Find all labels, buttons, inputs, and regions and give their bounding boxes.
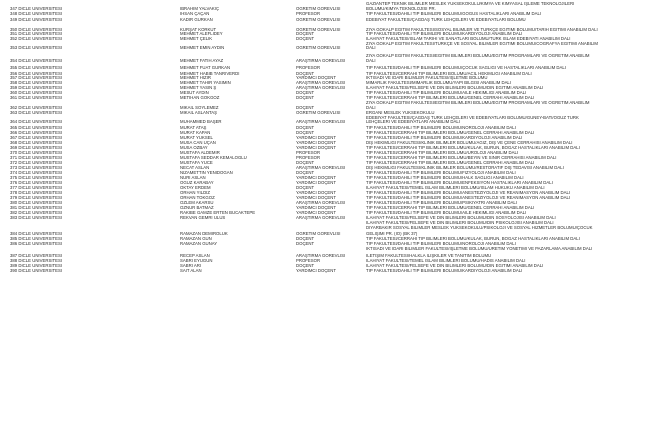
name-cell: MEHMET ÇELİK bbox=[180, 37, 213, 41]
university-cell: 375 DİCLE ÜNİVERSİTESİ bbox=[10, 176, 63, 180]
title-cell: YARDIMCI DOÇENT bbox=[296, 269, 337, 273]
name-cell: MEHMET EMİN AYDIN bbox=[180, 46, 225, 50]
name-cell: MEHMET ALEFLİDEY bbox=[180, 32, 223, 36]
university-cell: 368 DİCLE ÜNİVERSİTESİ bbox=[10, 141, 63, 145]
name-cell: MUSA ÖZBAY bbox=[180, 146, 208, 150]
title-cell: DOÇENT bbox=[296, 171, 315, 175]
name-cell: RAMAZAN GÜNAY bbox=[180, 242, 218, 246]
title-cell: YARDIMCI DOÇENT bbox=[296, 211, 337, 215]
name-cell: NURİ ASLAN bbox=[180, 176, 206, 180]
unit-cell: TIP FAKÜLTESİ/CERRAHİ TIP BİLİMLERİ BÖLÜMÜ/ACİL HEKİMLİĞİ ANABİLİM DALI bbox=[366, 72, 532, 76]
unit-cell: TIP FAKÜLTESİ/CERRAHİ TIP BİLİMLERİ BÖLÜMÜ/KULAK, BURUN, BOĞAZ HASTALIKLARI ANABİLİM DALI bbox=[366, 146, 580, 150]
title-cell: ÖĞRETİM GÖREVLİSİ bbox=[296, 232, 341, 236]
name-cell: MUSA CAN UÇAN bbox=[180, 141, 216, 145]
name-cell: RECEP ASLAN bbox=[180, 254, 210, 258]
unit-cell: MİMARLIK FAKÜLTESİ/MİMARLIK BÖLÜMÜ/YAPI BİLGİSİ ANABİLİM DALI bbox=[366, 81, 512, 85]
unit-cell: DİŞ HEKİMLİĞİ FAKÜLTESİ/KLİNİK BİLİMLER BÖLÜMÜ/RESTORATİF DİŞ TEDAVİSİ ANABİLİM DALI bbox=[366, 166, 564, 170]
university-cell: 359 DİCLE ÜNİVERSİTESİ bbox=[10, 86, 63, 90]
title-cell: ÖĞRETİM GÖREVLİSİ bbox=[296, 7, 341, 11]
title-cell: ÖĞRETİM GÖREVLİSİ bbox=[296, 28, 341, 32]
university-cell: 383 DİCLE ÜNİVERSİTESİ bbox=[10, 216, 63, 220]
title-cell: YARDIMCI DOÇENT bbox=[296, 141, 337, 145]
unit-cell: TIP FAKÜLTESİ/CERRAHİ TIP BİLİMLERİ BÖLÜMÜ/KULAK, BURUN, BOĞAZ HASTALIKLARI ANABİLİM DALI bbox=[366, 237, 580, 241]
university-cell: 355 DİCLE ÜNİVERSİTESİ bbox=[10, 66, 63, 70]
university-cell: 379 DİCLE ÜNİVERSİTESİ bbox=[10, 196, 63, 200]
university-cell: 386 DİCLE ÜNİVERSİTESİ bbox=[10, 242, 63, 246]
university-cell: 376 DİCLE ÜNİVERSİTESİ bbox=[10, 181, 63, 185]
university-cell: 374 DİCLE ÜNİVERSİTESİ bbox=[10, 171, 63, 175]
university-cell: 384 DİCLE ÜNİVERSİTESİ bbox=[10, 232, 63, 236]
university-cell: 380 DİCLE ÜNİVERSİTESİ bbox=[10, 201, 63, 205]
title-cell: ARAŞTIRMA GÖREVLİSİ bbox=[296, 120, 346, 124]
name-cell: SABRİ ARI bbox=[180, 264, 202, 268]
unit-cell: TIP FAKÜLTESİ/DAHİLİ TIP BİLİMLERİ BÖLÜMÜ/ANESTEZİYOLOJİ VE REANİMASYON ANABİLİM DALI bbox=[366, 196, 571, 200]
university-cell: 381 DİCLE ÜNİVERSİTESİ bbox=[10, 206, 63, 210]
university-cell: 387 DİCLE ÜNİVERSİTESİ bbox=[10, 254, 63, 258]
name-cell: MİKAİL SÖYLEMEZ bbox=[180, 106, 219, 110]
name-cell: OĞUZ KARABAY bbox=[180, 181, 214, 185]
unit-cell: ZİYA GÖKALP EĞİTİM FAKÜLTESİ/EĞİTİM BİLİMLERİ BÖLÜMÜ/EĞİTİM PROGRAMLARI VE ÖĞRETİM ANABİLİM bbox=[366, 54, 590, 58]
title-cell: DOÇENT bbox=[296, 72, 315, 76]
name-cell: MİKAİL ASLANTAŞ bbox=[180, 111, 218, 115]
unit-cell: İLAHİYAT FAKÜLTESİ/FELSEFE VE DİN BİLİMLERİ BÖLÜMÜ/DİN EĞİTİMİ ANABİLİM DALI bbox=[366, 264, 544, 268]
name-cell: KADİR GÜRKAN bbox=[180, 18, 213, 22]
university-cell: 360 DİCLE ÜNİVERSİTESİ bbox=[10, 91, 63, 95]
name-cell: MURAT KAPAN bbox=[180, 131, 211, 135]
title-cell: DOÇENT bbox=[296, 37, 315, 41]
title-cell: DOÇENT bbox=[296, 131, 315, 135]
title-cell: PROFESÖR bbox=[296, 12, 321, 16]
unit-cell: TIP FAKÜLTESİ/DAHİLİ TIP BİLİMLERİ BÖLÜMÜ/KARDİYOLOJİ ANABİLİM DALI bbox=[366, 269, 523, 273]
university-cell: 382 DİCLE ÜNİVERSİTESİ bbox=[10, 211, 63, 215]
university-cell: 377 DİCLE ÜNİVERSİTESİ bbox=[10, 186, 63, 190]
name-cell: RAMAZAN DEMİROLUK bbox=[180, 232, 228, 236]
name-cell: MURAT YÜKSEL bbox=[180, 136, 213, 140]
title-cell: YARDIMCI DOÇENT bbox=[296, 146, 337, 150]
university-cell: 389 DİCLE ÜNİVERSİTESİ bbox=[10, 264, 63, 268]
university-cell: 350 DİCLE ÜNİVERSİTESİ bbox=[10, 28, 63, 32]
title-cell: DOÇENT bbox=[296, 32, 315, 36]
unit-cell: TIP FAKÜLTESİ/DAHİLİ TIP BİLİMLERİ BÖLÜMÜ/KARDİYOLOJİ ANABİLİM DALI bbox=[366, 136, 523, 140]
unit-cell: TIP FAKÜLTESİ/CERRAHİ TIP BİLİMLERİ BÖLÜMÜ/GENEL CERRAHİ ANABİLİM DALI bbox=[366, 131, 535, 135]
unit-cell: TIP FAKÜLTESİ/DAHİLİ TIP BİLİMLERİ BÖLÜMÜ/KARDİYOLOJİ ANABİLİM DALI bbox=[366, 32, 523, 36]
university-cell: 347 DİCLE ÜNİVERSİTESİ bbox=[10, 7, 63, 11]
university-cell: 364 DİCLE ÜNİVERSİTESİ bbox=[10, 120, 63, 124]
unit-cell: İLAHİYAT FAKÜLTESİ/TEMEL İSLAM BİLİMLERİ BÖLÜMÜ/İSLAM HUKUKU ANABİLİM DALI bbox=[366, 186, 545, 190]
name-cell: RAMAZAN GÜN bbox=[180, 237, 212, 241]
name-cell: ÖZNUR BATMAZ bbox=[180, 206, 214, 210]
title-cell: ARAŞTIRMA GÖREVLİSİ bbox=[296, 201, 346, 205]
name-cell: İHSAN ÇAÇAN bbox=[180, 12, 210, 16]
title-cell: YARDIMCI DOÇENT bbox=[296, 206, 337, 210]
title-cell: ARAŞTIRMA GÖREVLİSİ bbox=[296, 166, 346, 170]
unit-cell: İLAHİYAT FAKÜLTESİ/TEMEL İSLAM BİLİMLERİ BÖLÜMÜ/HADİS ANABİLİM DALI bbox=[366, 259, 526, 263]
title-cell: PROFESÖR bbox=[296, 151, 321, 155]
unit-cell: TIP FAKÜLTESİ/DAHİLİ TIP BİLİMLERİ BÖLÜMÜ/HALK SAĞLIĞI ANABİLİM DALI bbox=[366, 176, 524, 180]
university-cell: 388 DİCLE ÜNİVERSİTESİ bbox=[10, 259, 63, 263]
title-cell: YARDIMCI DOÇENT bbox=[296, 76, 337, 80]
university-cell: 356 DİCLE ÜNİVERSİTESİ bbox=[10, 72, 63, 76]
university-cell: 372 DİCLE ÜNİVERSİTESİ bbox=[10, 161, 63, 165]
name-cell: ÖZLEM AKARSU bbox=[180, 201, 214, 205]
name-cell: NECAT ASLAN bbox=[180, 166, 210, 170]
name-cell: İBRAHİM YALVAKIÇ bbox=[180, 7, 220, 11]
unit-cell: TIP FAKÜLTESİ/CERRAHİ TIP BİLİMLERİ BÖLÜMÜ/ÜROLOJİ ANABİLİM DALI bbox=[366, 151, 519, 155]
title-cell: ARAŞTIRMA GÖREVLİSİ bbox=[296, 216, 346, 220]
unit-cell: İLAHİYAT FAKÜLTESİ/FELSEFE VE DİN BİLİMLERİ BÖLÜMÜ/DİN SOSYOLOJİSİ ANABİLİM DALI bbox=[366, 216, 556, 220]
name-cell: RAKİBE GAMZE ERTEN BUCAKTEPE bbox=[180, 211, 256, 215]
title-cell: DOÇENT bbox=[296, 237, 315, 241]
unit-cell: TIP FAKÜLTESİ/CERRAHİ TIP BİLİMLERİ BÖLÜMÜ/GENEL CERRAHİ ANABİLİM DALI bbox=[366, 96, 535, 100]
unit-cell: DİŞ HEKİMLİĞİ FAKÜLTESİ/KLİNİK BİLİMLER BÖLÜMÜ/AĞIZ, DİŞ VE ÇENE CERRAHİSİ ANABİLİM DALI bbox=[366, 141, 573, 145]
name-cell: MEHMET FUAT GÜRKAN bbox=[180, 66, 231, 70]
university-cell: 351 DİCLE ÜNİVERSİTESİ bbox=[10, 32, 63, 36]
unit-cell: DALI bbox=[366, 59, 376, 63]
unit-cell: İLAHİYAT FAKÜLTESİ/FELSEFE VE DİN BİLİMLERİ BÖLÜMÜ/DİN EĞİTİMİ ANABİLİM DALI bbox=[366, 86, 544, 90]
university-cell: 370 DİCLE ÜNİVERSİTESİ bbox=[10, 151, 63, 155]
unit-cell: TIP FAKÜLTESİ/CERRAHİ TIP BİLİMLERİ BÖLÜMÜ/GENEL CERRAHİ ANABİLİM DALI bbox=[366, 206, 535, 210]
title-cell: DOÇENT bbox=[296, 186, 315, 190]
name-cell: ORHAN TOKGÖZ bbox=[180, 196, 215, 200]
title-cell: YARDIMCI DOÇENT bbox=[296, 136, 337, 140]
university-cell: 363 DİCLE ÜNİVERSİTESİ bbox=[10, 111, 63, 115]
unit-cell: TIP FAKÜLTESİ/DAHİLİ TIP BİLİMLERİ BÖLÜMÜ/PSİKİYATRİ ANABİLİM DALI bbox=[366, 201, 517, 205]
title-cell: DOÇENT bbox=[296, 91, 315, 95]
university-cell: 371 DİCLE ÜNİVERSİTESİ bbox=[10, 156, 63, 160]
unit-cell: İKTİSADİ VE İDARİ BİLİMLER FAKÜLTESİ/İŞLETME BÖLÜMÜ/ÜRETİM YÖNETİMİ VE PAZARLAMA ANABİLİM DALI bbox=[366, 247, 593, 251]
university-cell: 373 DİCLE ÜNİVERSİTESİ bbox=[10, 166, 63, 170]
university-cell: 353 DİCLE ÜNİVERSİTESİ bbox=[10, 46, 63, 50]
university-cell: 362 DİCLE ÜNİVERSİTESİ bbox=[10, 106, 63, 110]
title-cell: PROFESÖR bbox=[296, 156, 321, 160]
university-cell: 352 DİCLE ÜNİVERSİTESİ bbox=[10, 37, 63, 41]
title-cell: DOÇENT bbox=[296, 264, 315, 268]
university-cell: 357 DİCLE ÜNİVERSİTESİ bbox=[10, 76, 63, 80]
unit-cell: İLETİŞİM FAKÜLTESİ/HALKLA İLİŞKİLER VE TANITIM BÖLÜMÜ bbox=[366, 254, 492, 258]
name-cell: SAİT ALAN bbox=[180, 269, 202, 273]
unit-cell: TIP FAKÜLTESİ/DAHİLİ TIP BİLİMLERİ BÖLÜMÜ/GÖĞÜS HASTALIKLARI ANABİLİM DALI bbox=[366, 12, 542, 16]
university-cell: 366 DİCLE ÜNİVERSİTESİ bbox=[10, 131, 63, 135]
university-cell: 361 DİCLE ÜNİVERSİTESİ bbox=[10, 96, 63, 100]
university-cell: 348 DİCLE ÜNİVERSİTESİ bbox=[10, 12, 63, 16]
title-cell: ÖĞRETİM GÖREVLİSİ bbox=[296, 46, 341, 50]
university-cell: 385 DİCLE ÜNİVERSİTESİ bbox=[10, 237, 63, 241]
name-cell: METİHAN GÖKGÖZ bbox=[180, 96, 220, 100]
unit-cell: ZİYA GÖKALP EĞİTİM FAKÜLTESİ/EĞİTİM BİLİMLERİ BÖLÜMÜ/EĞİTİM PROGRAMLARI VE ÖĞRETİM ANABİLİM bbox=[366, 101, 590, 105]
title-cell: DOÇENT bbox=[296, 242, 315, 246]
title-cell: DOÇENT bbox=[296, 106, 315, 110]
title-cell: YARDIMCI DOÇENT bbox=[296, 196, 337, 200]
unit-cell: ERGANİ MESLEK YÜKSEKOKULU bbox=[366, 111, 435, 115]
name-cell: KÜRŞAT KORKUT bbox=[180, 28, 217, 32]
university-cell: 367 DİCLE ÜNİVERSİTESİ bbox=[10, 136, 63, 140]
title-cell: ARAŞTIRMA GÖREVLİSİ bbox=[296, 86, 346, 90]
unit-cell: TIP FAKÜLTESİ/CERRAHİ TIP BİLİMLERİ BÖLÜMÜ/BEYİN VE SİNİR CERRAHİSİ ANABİLİM DALI bbox=[366, 156, 557, 160]
name-cell: MURAT ATAŞ bbox=[180, 126, 207, 130]
name-cell: MUSTAFA YÜCE bbox=[180, 161, 213, 165]
name-cell: MUHAMMED BAŞER bbox=[180, 120, 222, 124]
unit-cell: ZİYA GÖKALP EĞİTİM FAKÜLTESİ/TÜRKÇE VE SOSYAL BİLİMLER EĞİTİMİ BÖLÜMÜ/COĞRAFYA EĞİTİMİ ANABİLİM bbox=[366, 42, 599, 46]
unit-cell: TIP FAKÜLTESİ/DAHİLİ TIP BİLİMLERİ BÖLÜMÜ/FİZYOLOJİ ANABİLİM DALI bbox=[366, 171, 516, 175]
unit-cell: TIP FAKÜLTESİ/DAHİLİ TIP BİLİMLERİ BÖLÜMÜ/ANESTEZİYOLOJİ VE REANİMASYON ANABİLİM DALI bbox=[366, 191, 571, 195]
unit-cell: TIP FAKÜLTESİ/DAHİLİ TIP BİLİMLERİ BÖLÜMÜ/ÇOCUK SAĞLIĞI VE HASTALIKLARI ANABİLİM DALI bbox=[366, 66, 566, 70]
unit-cell: İLAHİYAT FAKÜLTESİ/FELSEFE VE DİN BİLİMLERİ BÖLÜMÜ/DİN PSİKOLOJİSİ ANABİLİM DALI bbox=[366, 221, 554, 225]
unit-cell: BÖLÜMÜ/KİMYA TEKNOLOJİSİ PR. bbox=[366, 7, 436, 11]
unit-cell: TIP FAKÜLTESİ/DAHİLİ TIP BİLİMLERİ BÖLÜMÜ/NÖROLOJİ ANABİLİM DALI bbox=[366, 242, 516, 246]
unit-cell: İLAHİYAT FAKÜLTESİ/İSLAM TARİHİ VE SANATLARI BÖLÜMÜ/TÜRK İSLAM EDEBİYATI ANABİLİM DALI bbox=[366, 37, 571, 41]
title-cell: PROFESÖR bbox=[296, 66, 321, 70]
name-cell: OKTAY ERDEM bbox=[180, 186, 211, 190]
unit-cell: LEHÇELERİ VE EDEBİYATLARI ANABİLİM DALI bbox=[366, 120, 460, 124]
unit-cell: TIP FAKÜLTESİ/DAHİLİ TIP BİLİMLERİ BÖLÜMÜ/AİLE HEKİMLİĞİ ANABİLİM DALI bbox=[366, 91, 527, 95]
university-cell: 365 DİCLE ÜNİVERSİTESİ bbox=[10, 126, 63, 130]
unit-cell: TIP FAKÜLTESİ/DAHİLİ TIP BİLİMLERİ BÖLÜMÜ/ENFEKSİYON HASTALIKLARI ANABİLİM DALI bbox=[366, 181, 553, 185]
title-cell: DOÇENT bbox=[296, 161, 315, 165]
unit-cell: İKTİSADİ VE İDARİ BİLİMLER FAKÜLTESİ/İŞLETME BÖLÜMÜ bbox=[366, 76, 488, 80]
name-cell: MESUT AYDIN bbox=[180, 91, 209, 95]
title-cell: ARAŞTIRMA GÖREVLİSİ bbox=[296, 254, 346, 258]
unit-cell: EDEBİYAT FAKÜLTESİ/ÇAĞDAŞ TÜRK LEHÇELERİ VE EDEBİYATLARI BÖLÜMÜ/GÜNEY-BATI/OĞUZ TÜRK bbox=[366, 116, 579, 120]
name-cell: SABRİ EYÜGÜN bbox=[180, 259, 213, 263]
name-cell: MEHMET HİZİR bbox=[180, 76, 211, 80]
unit-cell: EDEBİYAT FAKÜLTESİ/ÇAĞDAŞ TÜRK LEHÇELERİ VE EDEBİYATLARI BÖLÜMÜ bbox=[366, 18, 526, 22]
name-cell: REKVAN GEMRİ ULUS bbox=[180, 216, 226, 220]
university-cell: 369 DİCLE ÜNİVERSİTESİ bbox=[10, 146, 63, 150]
unit-cell: GELİŞİMİ PR. (İÖ) (BK 37) bbox=[366, 232, 418, 236]
unit-cell: TIP FAKÜLTESİ/DAHİLİ TIP BİLİMLERİ BÖLÜMÜ/NÖROLOJİ ANABİLİM DALI bbox=[366, 126, 516, 130]
title-cell: YARDIMCI DOÇENT bbox=[296, 176, 337, 180]
name-cell: MEHMET HABİB TANRIVERDİ bbox=[180, 72, 240, 76]
unit-cell: DALI bbox=[366, 46, 376, 50]
name-cell: MEHMET TAHİR YASİMİN bbox=[180, 81, 231, 85]
title-cell: ÖĞRETİM GÖREVLİSİ bbox=[296, 111, 341, 115]
title-cell: YARDIMCI DOÇENT bbox=[296, 181, 337, 185]
unit-text: GAZİANTEP TEKNİK BİLİMLER MESLEK YÜKSEKOKULU/KİMYA VE KİMYASAL İŞLEME TEKNOLOJİLERİ bbox=[366, 2, 575, 6]
title-cell: YARDIMCI DOÇENT bbox=[296, 191, 337, 195]
university-cell: 358 DİCLE ÜNİVERSİTESİ bbox=[10, 81, 63, 85]
title-cell: DOÇENT bbox=[296, 126, 315, 130]
title-cell: DOÇENT bbox=[296, 96, 315, 100]
title-cell: ARAŞTIRMA GÖREVLİSİ bbox=[296, 81, 346, 85]
name-cell: MUSTAFA ALDEMİR bbox=[180, 151, 220, 155]
university-cell: 349 DİCLE ÜNİVERSİTESİ bbox=[10, 18, 63, 22]
unit-cell: TIP FAKÜLTESİ/CERRAHİ TIP BİLİMLERİ BÖLÜMÜ/GENEL CERRAHİ ANABİLİM DALI bbox=[366, 161, 535, 165]
name-cell: NİZAMETTİN YENİDOĞAN bbox=[180, 171, 233, 175]
university-cell: 378 DİCLE ÜNİVERSİTESİ bbox=[10, 191, 63, 195]
unit-cell: DİYARBAKIR SOSYAL BİLİMLER MESLEK YÜKSEKOKULU/PSİKOLOJİ VE SOSYAL HİZMETLER BÖLÜMÜ/ÇOCUK bbox=[366, 226, 593, 230]
university-cell: 390 DİCLE ÜNİVERSİTESİ bbox=[10, 269, 63, 273]
unit-cell: ZİYA GÖKALP EĞİTİM FAKÜLTESİ/SOSYAL BİLİMLER VE TÜRKÇE EĞİTİMİ BÖLÜMÜ/TARİH EĞİTİMİ ANABİLİM DALI bbox=[366, 28, 598, 32]
name-cell: MEHMET YASİN Ş bbox=[180, 86, 217, 90]
university-cell: 354 DİCLE ÜNİVERSİTESİ bbox=[10, 59, 63, 63]
unit-cell: DALI bbox=[366, 106, 376, 110]
title-cell: ARAŞTIRMA GÖREVLİSİ bbox=[296, 59, 346, 63]
name-cell: MUSTAFA SEDDAR KEMALOĞLU bbox=[180, 156, 247, 160]
title-cell: PROFESÖR bbox=[296, 259, 321, 263]
name-cell: ORHAN YILDIZ bbox=[180, 191, 211, 195]
unit-cell: TIP FAKÜLTESİ/DAHİLİ TIP BİLİMLERİ BÖLÜMÜ/AİLE HEKİMLİĞİ ANABİLİM DALI bbox=[366, 211, 527, 215]
name-cell: MEHMET FATİH AYAZ bbox=[180, 59, 224, 63]
title-cell: ÖĞRETİM GÖREVLİSİ bbox=[296, 18, 341, 22]
